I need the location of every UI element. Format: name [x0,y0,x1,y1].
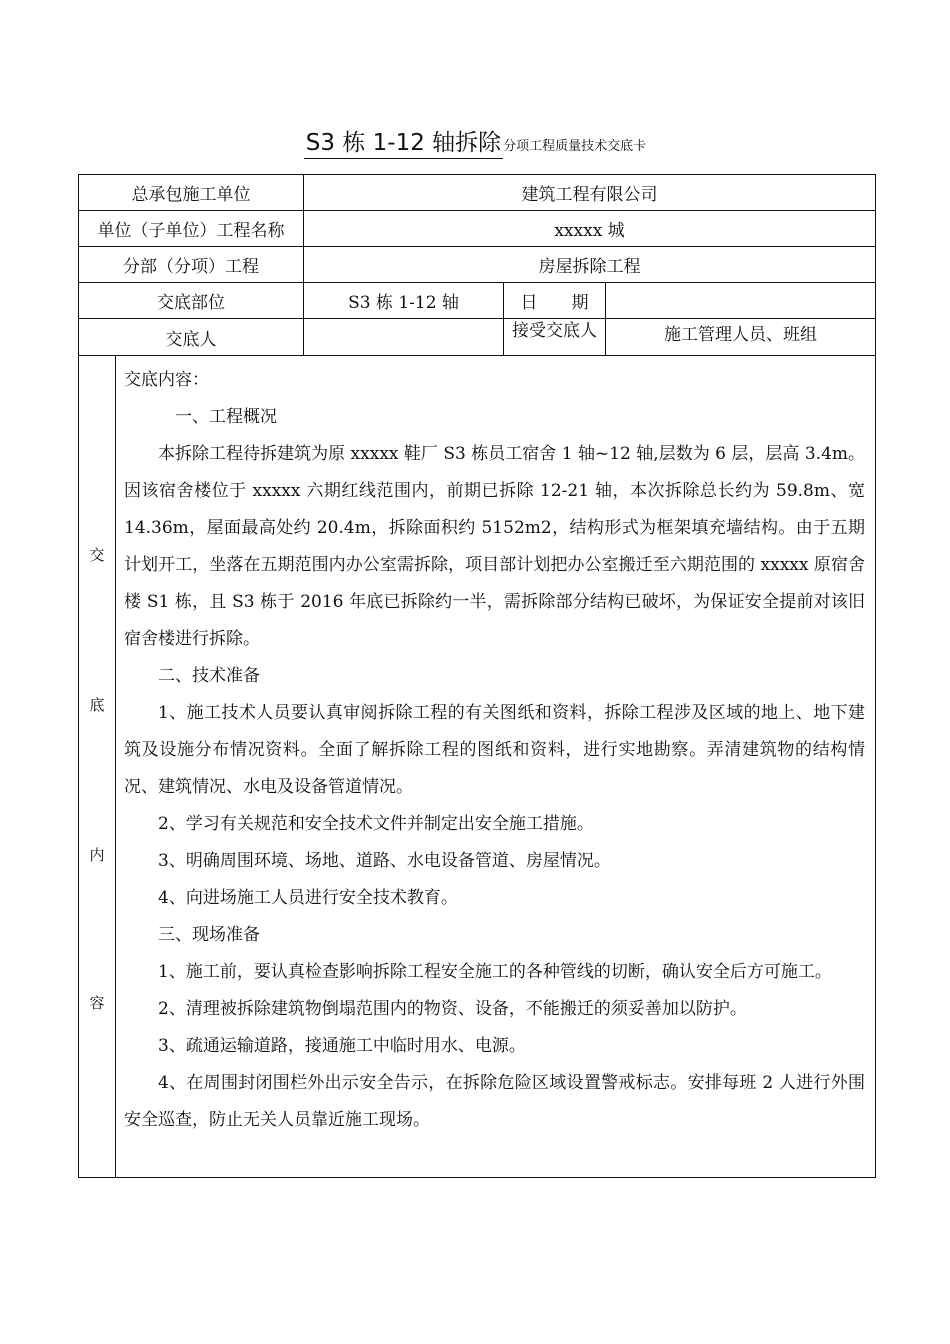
date-label-char-2: 期 [571,293,589,313]
section-2-item-4: 4、向进场施工人员进行安全技术教育。 [158,888,458,908]
side-char-4: 容 [89,994,105,1012]
location-label: 交底部位 [79,283,304,319]
title-subtitle: 分项工程质量技术交底卡 [503,139,647,154]
date-label [504,283,606,319]
section-3-item-3: 3、疏通运输道路，接通施工中临时用水、电源。 [158,1036,526,1056]
section-2-item-1: 1、施工技术人员要认真审阅拆除工程的有关图纸和资料，拆除工程涉及区域的地上、地下建筑及设施分布情况资料。全面了解拆除工程的图纸和资料，进行实地勘察。弄清建筑物的结构情况、建筑情况、水电及设备管道情况。 [124,703,866,797]
presenter-label: 交底人 [79,319,304,356]
document-title [0,124,950,159]
date-value [606,283,876,319]
title-main: S3 栋 1-12 轴拆除 [304,124,503,159]
disclosure-card-table [78,174,876,1178]
row-division [79,247,876,283]
presenter-value [304,319,504,356]
section-1-paragraph: 本拆除工程待拆建筑为原 xxxxx 鞋厂 S3 栋员工宿舍 1 轴~12 轴,层数为 6 层，层高 3.4m。因该宿舍楼位于 xxxxx 六期红线范围内，前期已拆除 12-21 轴，本次拆除总长约为 59.8m、宽 14.36m，屋面最高处约 20.4m，拆除面积约 5152m2，结构形式为框架填充墙结构。由于五期计划开工，坐落在五期范围内办公室需拆除，项目部计划把办公室搬迁至六期范围的 xxxxx 原宿舍楼 S1 栋，且 S3 栋于 2016 年底已拆除约一半，需拆除部分结构已破坏，为保证安全提前对该旧宿舍楼进行拆除。 [124,444,866,649]
project-label: 单位（子单位）工程名称 [79,211,304,247]
side-char-1: 交 [89,546,105,564]
receiver-value: 施工管理人员、班组 [606,319,876,356]
row-project-name [79,211,876,247]
date-label-char-1: 日 [520,293,538,313]
receiver-label [504,319,606,356]
section-3-item-4: 4、在周围封闭围栏外出示安全告示，在拆除危险区域设置警戒标志。安排每班 2 人进行外围安全巡查，防止无关人员靠近施工现场。 [124,1073,866,1130]
row-content [79,356,876,1178]
row-presenter [79,319,876,356]
contractor-label: 总承包施工单位 [79,175,304,211]
row-location [79,283,876,319]
section-2-item-2: 2、学习有关规范和安全技术文件并制定出安全施工措施。 [158,814,594,834]
section-2-item-3: 3、明确周围环境、场地、道路、水电设备管道、房屋情况。 [158,851,611,871]
receiver-label-text: 接受交底人 [512,321,597,341]
contractor-value: 建筑工程有限公司 [304,175,876,211]
side-char-2: 底 [89,696,105,714]
content-heading: 交底内容： [124,370,209,390]
section-3-item-1: 1、施工前，要认真检查影响拆除工程安全施工的各种管线的切断，确认安全后方可施工。 [158,962,832,982]
section-3-item-2: 2、清理被拆除建筑物倒塌范围内的物资、设备，不能搬迁的须妥善加以防护。 [158,999,747,1019]
division-value: 房屋拆除工程 [304,247,876,283]
section-2-title: 二、技术准备 [158,666,260,686]
section-1-title: 一、工程概况 [175,407,277,427]
row-contractor [79,175,876,211]
location-value: S3 栋 1-12 轴 [304,283,504,319]
project-value: xxxxx 城 [304,211,876,247]
disclosure-content [116,356,876,1178]
side-label [79,356,116,1178]
section-3-title: 三、现场准备 [158,925,260,945]
division-label: 分部（分项）工程 [79,247,304,283]
side-char-3: 内 [89,846,105,864]
